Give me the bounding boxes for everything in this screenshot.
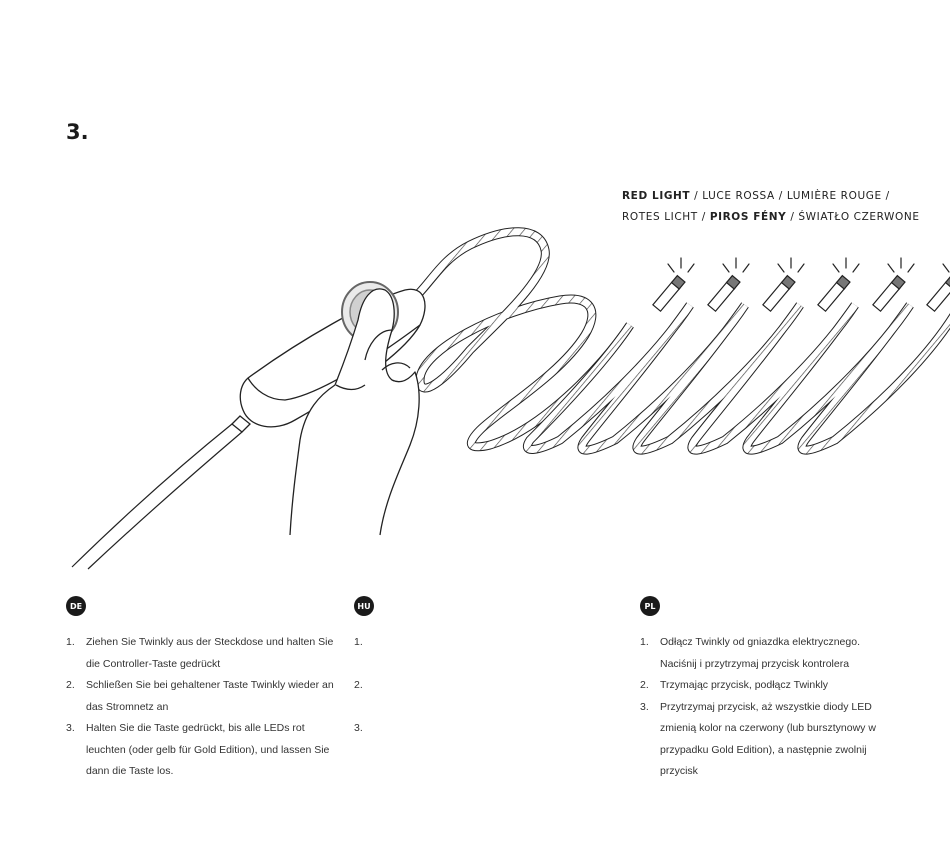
list-item: 1. Ziehen Sie Twinkly aus der Steckdose und halten Sie die Controller-Taste gedrückt [66, 636, 334, 670]
list-item: 1. Odłącz Twinkly od gniazdka elektrycznego. Naciśnij i przytrzymaj przycisk kontrolera [640, 636, 860, 670]
list-item: 2. Schließen Sie bei gehaltener Taste Twinkly wieder an das Stromnetz an [66, 679, 334, 713]
caption-translations-1: / LUCE ROSSA / LUMIÈRE ROUGE / [690, 190, 890, 202]
step-number: 3. [66, 120, 89, 144]
list-item: 3. Przytrzymaj przycisk, aż wszystkie diody LED zmienią kolor na czerwony (lub bursztynowy w przypadku Gold Edition), a następnie zwolnij przycisk [640, 700, 876, 777]
lang-column-de [66, 596, 336, 783]
list-item: 3. [354, 722, 363, 734]
caption-translations-2: ROTES LICHT / [622, 211, 710, 223]
lang-column-pl [640, 596, 910, 783]
caption-red-light: RED LIGHT [622, 190, 691, 202]
list-item: 3. Halten Sie die Taste gedrückt, bis alle LEDs rot leuchten (oder gelb für Gold Edition), und lassen Sie dann die Taste los. [66, 722, 330, 777]
list-item: 2. [354, 679, 363, 691]
list-item: 1. [354, 636, 363, 648]
lang-column-hu [354, 596, 624, 761]
red-leds [653, 258, 950, 311]
lang-badge-pl: PL [640, 596, 660, 616]
caption-translations-3: / ŚWIATŁO CZERWONE [786, 211, 920, 223]
lang-badge-hu: HU [354, 596, 374, 616]
lang-badge-de: DE [66, 596, 86, 616]
list-item: 2. Trzymając przycisk, podłącz Twinkly [640, 679, 829, 691]
power-cable [72, 424, 242, 569]
caption-piros-feny: PIROS FÉNY [709, 211, 787, 223]
